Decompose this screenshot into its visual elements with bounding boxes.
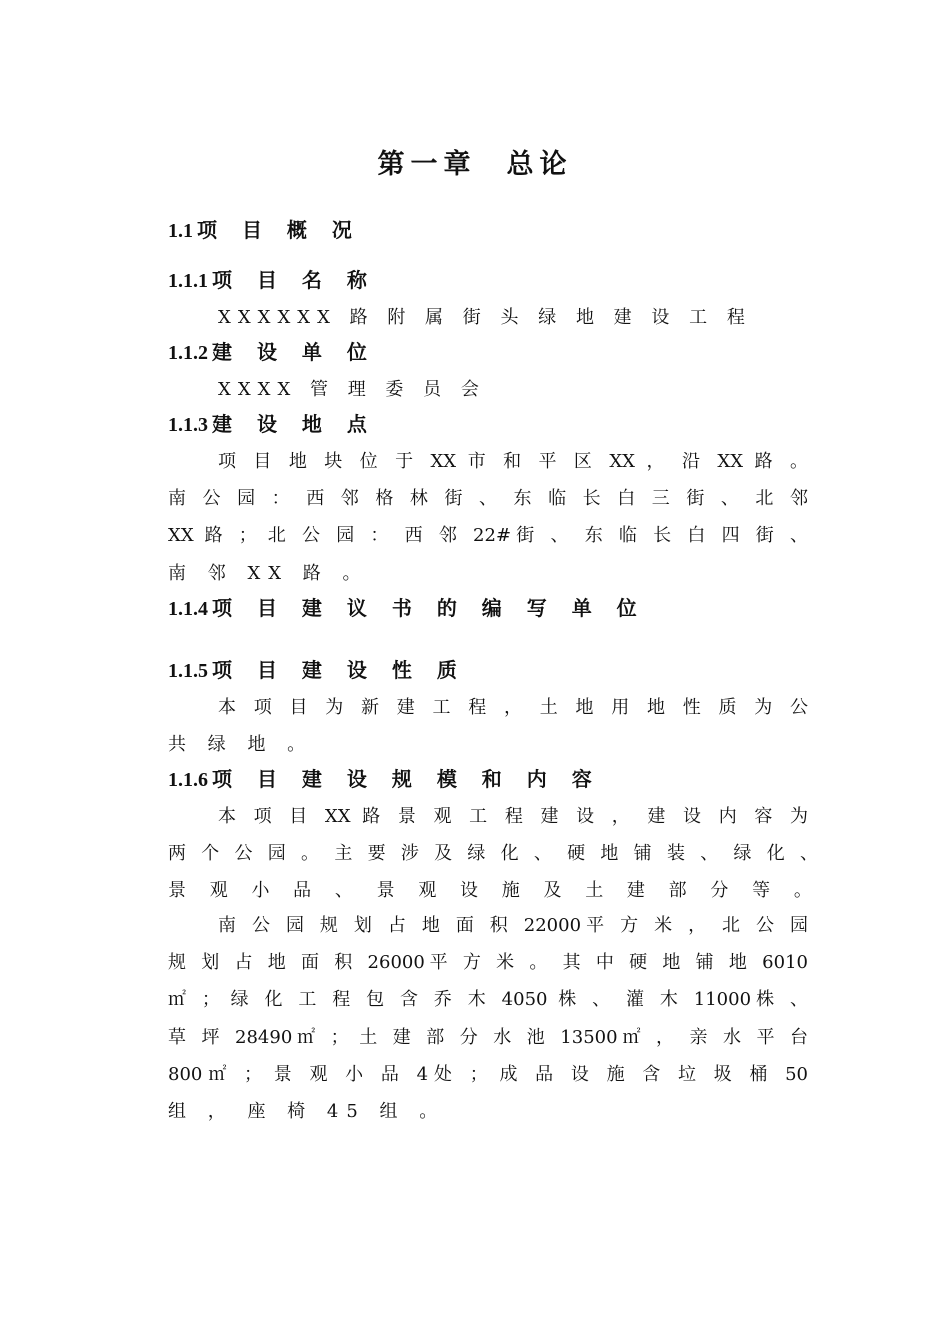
location-line-4: 南 邻 XX 路 。 <box>168 563 369 584</box>
section-heading-1-1-2 <box>168 336 376 365</box>
chapter-number: 第一章 <box>377 149 477 180</box>
section-number: 1.1.5 <box>168 660 208 682</box>
scale-line-4: 南 公 园 规 划 占 地 面 积 22000平 方 米 ， 北 公 园 <box>218 915 808 936</box>
section-heading-1-1-3 <box>168 408 376 437</box>
project-name-text: XXXXXX 路 附 属 街 头 绿 地 建 设 工 程 <box>218 307 752 328</box>
section-title: 建 设 单 位 <box>212 340 376 364</box>
section-title: 项 目 建 议 书 的 编 写 单 位 <box>212 596 646 620</box>
scale-line-8: 800㎡ ； 景 观 小 品 4处 ； 成 品 设 施 含 垃 圾 桶 50 <box>168 1064 808 1085</box>
section-title: 项 目 建 设 性 质 <box>212 658 466 682</box>
section-number: 1.1.4 <box>168 598 208 620</box>
scale-line-9: 组 ， 座 椅 45 组 。 <box>168 1101 446 1122</box>
section-heading-1-1-4 <box>168 592 646 621</box>
scale-line-3: 景 观 小 品 、 景 观 设 施 及 土 建 部 分 等 。 <box>168 880 821 901</box>
nature-line-2: 共 绿 地 。 <box>168 734 314 755</box>
scale-line-1: 本 项 目 XX 路 景 观 工 程 建 设 ， 建 设 内 容 为 <box>218 806 808 827</box>
location-line-1: 项 目 地 块 位 于 XX 市 和 平 区 XX ， 沿 XX 路 。 <box>218 451 808 472</box>
scale-line-7: 草 坪 28490㎡ ； 土 建 部 分 水 池 13500㎡ ， 亲 水 平 台 <box>168 1027 808 1048</box>
section-heading-1-1-5 <box>168 654 466 683</box>
location-line-2: 南 公 园 ： 西 邻 格 林 街 、 东 临 长 白 三 街 、 北 邻 <box>168 488 808 509</box>
nature-line-1: 本 项 目 为 新 建 工 程 ， 土 地 用 地 性 质 为 公 <box>218 697 808 718</box>
section-number: 1.1 <box>168 220 193 242</box>
section-title: 项 目 名 称 <box>212 268 376 292</box>
location-line-3: XX 路 ； 北 公 园 ： 西 邻 22#街 、 东 临 长 白 四 街 、 <box>168 525 808 546</box>
chapter-name: 总论 <box>506 149 573 180</box>
section-heading-1-1 <box>168 214 361 243</box>
section-title: 项 目 建 设 规 模 和 内 容 <box>212 767 601 791</box>
section-heading-1-1-1 <box>168 264 376 293</box>
chapter-title <box>0 142 950 181</box>
scale-line-2: 两 个 公 园 。 主 要 涉 及 绿 化 、 硬 地 铺 装 、 绿 化 、 <box>168 843 818 864</box>
section-number: 1.1.6 <box>168 769 208 791</box>
section-number: 1.1.2 <box>168 342 208 364</box>
construction-unit-text: XXXX 管 理 委 员 会 <box>218 379 486 400</box>
scale-line-5: 规 划 占 地 面 积 26000平 方 米 。 其 中 硬 地 铺 地 6010 <box>168 952 808 973</box>
section-title: 建 设 地 点 <box>212 412 376 436</box>
section-title: 项 目 概 况 <box>197 218 361 242</box>
section-number: 1.1.3 <box>168 414 208 436</box>
section-number: 1.1.1 <box>168 270 208 292</box>
section-heading-1-1-6 <box>168 763 601 792</box>
scale-line-6: ㎡ ； 绿 化 工 程 包 含 乔 木 4050 株 、 灌 木 11000株 、 <box>168 989 808 1010</box>
